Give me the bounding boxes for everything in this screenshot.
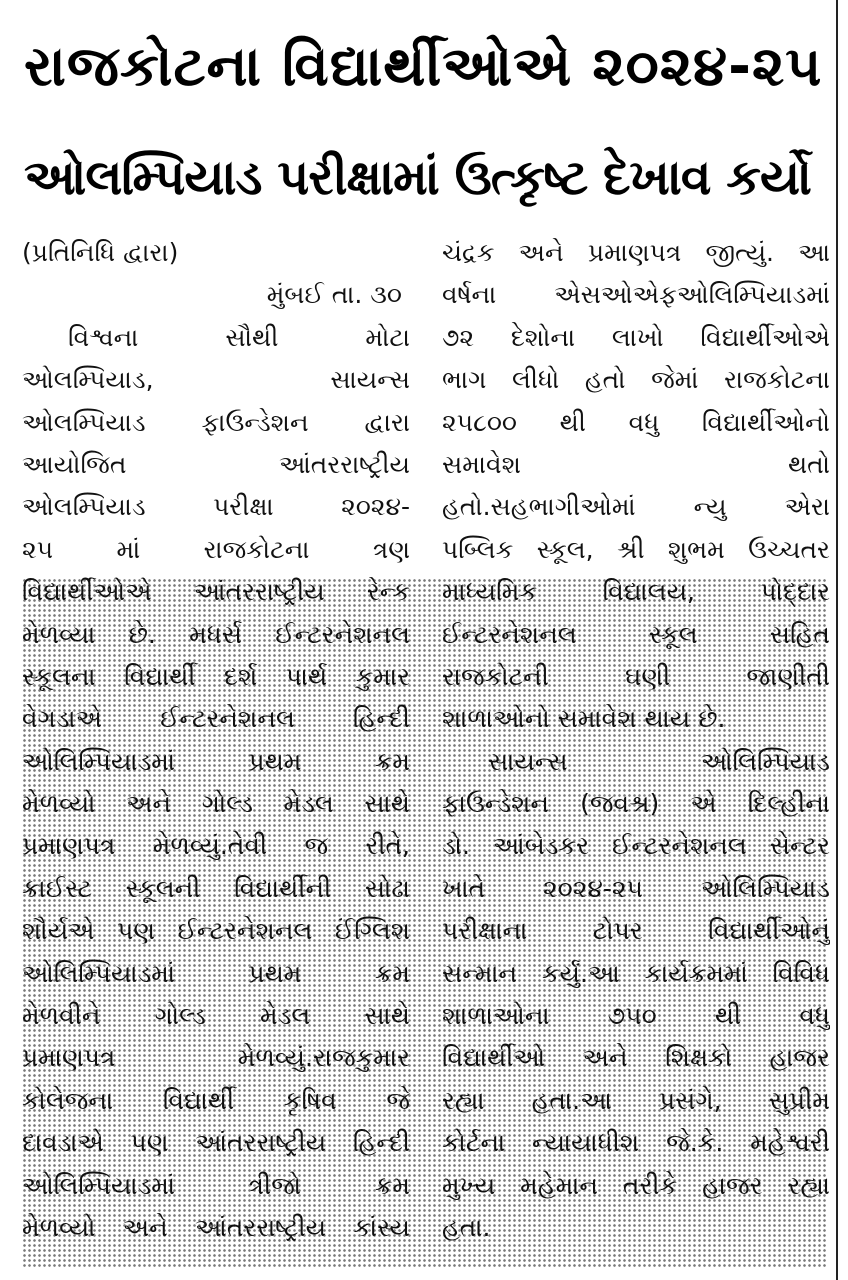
article-line: માધ્યમિક વિદ્યાલય, પોદ્દાર	[442, 577, 830, 607]
article-line: ડો. આંબેડકર ઈન્ટરનેશનલ સેન્ટર	[442, 831, 830, 861]
article-line: ૨૫૮૦૦ થી વધુ વિદ્યાર્થીઓનો	[442, 407, 830, 437]
article-line: દાવડાએ પણ આંતરરાષ્ટ્રીય હિન્દી	[22, 1128, 410, 1158]
article-line: રાજકોટની ઘણી જાણીતી	[442, 661, 830, 691]
article-line: મુખ્ય મહેમાન તરીકે હાજર રહ્યા	[442, 1170, 830, 1200]
article-line: ફાઉન્ડેશન (જવશ્ર) એ દિલ્હીના	[442, 789, 830, 819]
article-line: હતા.	[442, 1212, 491, 1242]
article-line: પરીક્ષાના ટોપર વિદ્યાર્થીઓનું	[442, 916, 830, 946]
article-line: હતો.સહભાગીઓમાં ન્યુ એરા	[442, 492, 830, 522]
article-line: ઓલિમ્પિયાડમાં પ્રથમ ક્રમ	[22, 746, 410, 776]
article-line: ચંદ્રક અને પ્રમાણપત્ર જીત્યું. આ	[442, 238, 830, 267]
article-line: ઓલમ્પિયાડ ફાઉન્ડેશન દ્વારા	[22, 407, 410, 437]
article-line: રહ્યા હતા.આ પ્રસંગે, સુપ્રીમ	[442, 1085, 830, 1115]
byline: (પ્રતિનિધિ દ્વારા)	[22, 238, 179, 267]
article-line: વિશ્વના સૌથી મોટા	[68, 322, 410, 352]
article-line: ઓલિમ્પિયાડમાં ત્રીજો ક્રમ	[22, 1170, 410, 1200]
headline-line-2: ઓલમ્પિયાડ પરીક્ષામાં ઉત્કૃષ્ટ દેખાવ કર્યો	[24, 149, 811, 206]
article-line: ઓલમ્પિયાડ, સાયન્સ	[22, 365, 410, 395]
article-line: ભાગ લીધો હતો જેમાં રાજકોટના	[442, 365, 830, 395]
article-line: ખાતે ૨૦૨૪-૨૫ ઓલિમ્પિયાડ	[442, 873, 830, 903]
article-line: સાયન્સ ઓલિમ્પિયાડ	[488, 746, 830, 776]
article-line: ૭૨ દેશોના લાખો વિદ્યાર્થીઓએ	[442, 322, 830, 352]
article-line: સ્કૂલના વિદ્યાર્થી દર્શ પાર્થ કુમાર	[22, 661, 410, 691]
article-line: ઓલમ્પિયાડ પરીક્ષા ૨૦૨૪-	[22, 492, 410, 522]
article-line: ઈન્ટરનેશનલ સ્કૂલ સહિત	[442, 619, 830, 649]
article-line: આયોજિત આંતરરાષ્ટ્રીય	[22, 449, 410, 479]
article-line: પબ્લિક સ્કૂલ, શ્રી શુભમ ઉચ્ચતર	[442, 534, 830, 564]
article-line: વિદ્યાર્થીઓ અને શિક્ષકો હાજર	[442, 1043, 830, 1073]
article-line: પ્રમાણપત્ર મેળવ્યું.રાજકુમાર	[22, 1043, 410, 1073]
article-line: મેળવ્યા છે. મધર્સ ઈન્ટરનેશનલ	[22, 619, 410, 649]
column-rule	[836, 0, 838, 1280]
article-line: મેળવીને ગોલ્ડ મેડલ સાથે	[22, 1001, 410, 1031]
article-line: વિદ્યાર્થીઓએ આંતરરાષ્ટ્રીય રેન્ક	[22, 577, 410, 607]
article-line: મેળવ્યો અને ગોલ્ડ મેડલ સાથે	[22, 789, 410, 819]
article-line: ૨૫ માં રાજકોટના ત્રણ	[22, 534, 410, 564]
article-line: વેગડાએ ઈન્ટરનેશનલ હિન્દી	[22, 704, 410, 734]
article-line: શાળાઓના ૭૫૦ થી વધુ	[442, 1001, 830, 1031]
article-line: સન્માન કર્યું.આ કાર્યક્રમમાં વિવિધ	[442, 958, 830, 988]
article-column-left	[22, 232, 410, 1249]
article-line: કોલેજના વિદ્યાર્થી કૃષિવ જે	[22, 1085, 410, 1115]
article-line: શૌર્યએ પણ ઈન્ટરનેશનલ ઈંગ્લિશ	[22, 916, 410, 946]
article-line: શાળાઓનો સમાવેશ થાય છે.	[442, 704, 726, 734]
article-line: સમાવેશ થતો	[442, 449, 830, 479]
article-line: વર્ષના એસઓએફઓલિમ્પિયાડમાં	[442, 280, 830, 310]
dateline: મુંબઈ તા. ૩૦	[266, 280, 402, 310]
article-line: કોર્ટના ન્યાયાધીશ જે.કે. મહેશ્વરી	[442, 1128, 830, 1158]
article-line: પ્રમાણપત્ર મેળવ્યું.તેવી જ રીતે,	[22, 831, 410, 861]
article-line: ક્રાઈસ્ટ સ્કૂલની વિદ્યાર્થીની સોઢા	[22, 873, 410, 903]
article-line: મેળવ્યો અને આંતરરાષ્ટ્રીય કાંસ્ય	[22, 1212, 410, 1242]
article-column-right	[442, 232, 830, 1249]
headline-line-1: રાજકોટના વિદ્યાર્થીઓએ ૨૦૨૪-૨૫	[24, 34, 823, 98]
article-line: ઓલિમ્પિયાડમાં પ્રથમ ક્રમ	[22, 958, 410, 988]
